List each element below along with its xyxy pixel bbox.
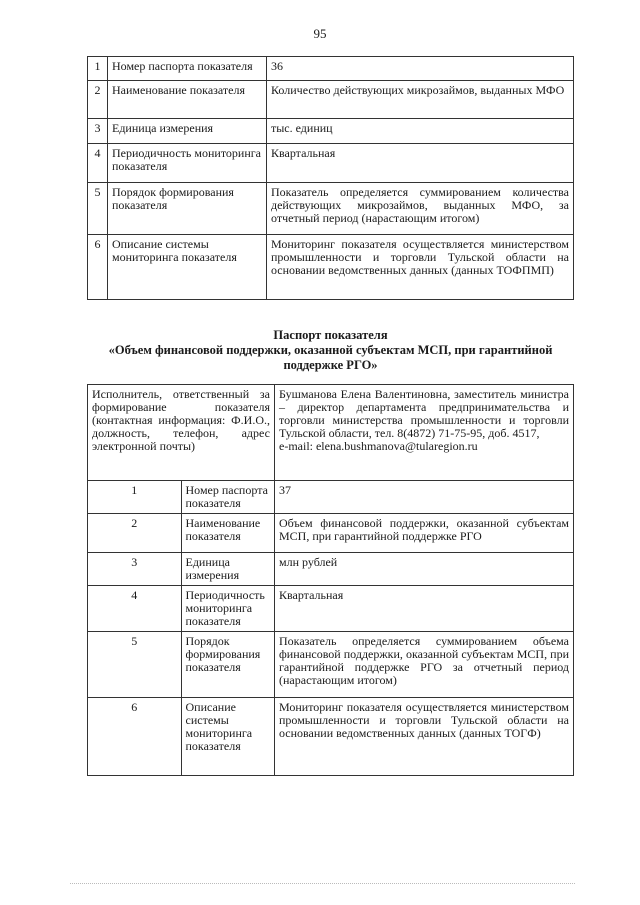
row-label: Описание системы мониторинга показателя <box>181 698 275 776</box>
table-row <box>88 119 574 144</box>
table-row <box>88 514 574 553</box>
table-row <box>88 183 574 235</box>
table-row <box>88 586 574 632</box>
row-label: Порядок формирования показателя <box>181 632 275 698</box>
row-label: Единица измерения <box>181 553 275 586</box>
executor-info: Бушманова Елена Валентиновна, заместитель министра – директор департамента предпринимательства и торговли министерства промышленности и торговли Тульской области, тел. 8(4872) 71-75-95, доб. 4517, <box>279 387 569 440</box>
row-value: Объем финансовой поддержки, оказанной субъектам МСП, при гарантийной поддержке РГО <box>275 514 574 553</box>
row-value: Показатель определяется суммированием объема финансовой поддержки, оказанной субъектам МСП, при гарантийной поддержке РГО за отчетный период (нарастающим итогом) <box>275 632 574 698</box>
table-row <box>88 81 574 119</box>
passport-heading <box>87 328 574 373</box>
table-row <box>88 698 574 776</box>
table-row <box>88 57 574 81</box>
row-label: Периодичность мониторинга показателя <box>108 144 267 183</box>
indicator-passport-table-36 <box>87 56 574 300</box>
executor-row <box>88 385 574 481</box>
row-label: Описание системы мониторинга показателя <box>108 235 267 300</box>
row-number: 6 <box>88 235 108 300</box>
row-value: Показатель определяется суммированием количества действующих микрозаймов, выданных МФО, за отчетный период (нарастающим итогом) <box>267 183 574 235</box>
table-row <box>88 481 574 514</box>
row-number: 4 <box>88 144 108 183</box>
row-value: Квартальная <box>267 144 574 183</box>
table-row <box>88 235 574 300</box>
row-number: 5 <box>88 632 182 698</box>
row-value: Мониторинг показателя осуществляется министерством промышленности и торговли Тульской области на основании ведомственных данных (данных ТОФПМП) <box>267 235 574 300</box>
executor-value <box>275 385 574 481</box>
row-number: 2 <box>88 514 182 553</box>
row-label: Порядок формирования показателя <box>108 183 267 235</box>
table-row <box>88 553 574 586</box>
row-number: 4 <box>88 586 182 632</box>
indicator-passport-table-37 <box>87 384 574 776</box>
table-row <box>88 144 574 183</box>
row-label: Наименование показателя <box>181 514 275 553</box>
page-number: 95 <box>313 26 327 41</box>
row-label: Периодичность мониторинга показателя <box>181 586 275 632</box>
row-number: 2 <box>88 81 108 119</box>
row-number: 5 <box>88 183 108 235</box>
row-value: млн рублей <box>275 553 574 586</box>
row-value: Квартальная <box>275 586 574 632</box>
row-number: 6 <box>88 698 182 776</box>
table-row <box>88 632 574 698</box>
row-value: тыс. единиц <box>267 119 574 144</box>
executor-label: Исполнитель, ответственный за формирование показателя (контактная информация: Ф.И.О., должность, телефон, адрес электронной почты) <box>88 385 275 481</box>
row-number: 1 <box>88 57 108 81</box>
row-number: 3 <box>88 119 108 144</box>
row-value: Количество действующих микрозаймов, выданных МФО <box>267 81 574 119</box>
row-label: Номер паспорта показателя <box>181 481 275 514</box>
row-label: Номер паспорта показателя <box>108 57 267 81</box>
row-label: Наименование показателя <box>108 81 267 119</box>
row-value: 36 <box>267 57 574 81</box>
heading-title: Паспорт показателя <box>273 328 388 342</box>
row-number: 3 <box>88 553 182 586</box>
row-value: Мониторинг показателя осуществляется министерством промышленности и торговли Тульской области на основании ведомственных данных (данных ТОГФ) <box>275 698 574 776</box>
scan-artifact-line <box>70 883 575 886</box>
row-number: 1 <box>88 481 182 514</box>
heading-subtitle: «Объем финансовой поддержки, оказанной субъектам МСП, при гарантийной поддержке РГО» <box>108 343 553 372</box>
executor-email: e-mail: elena.bushmanova@tularegion.ru <box>279 439 478 453</box>
row-value: 37 <box>275 481 574 514</box>
row-label: Единица измерения <box>108 119 267 144</box>
